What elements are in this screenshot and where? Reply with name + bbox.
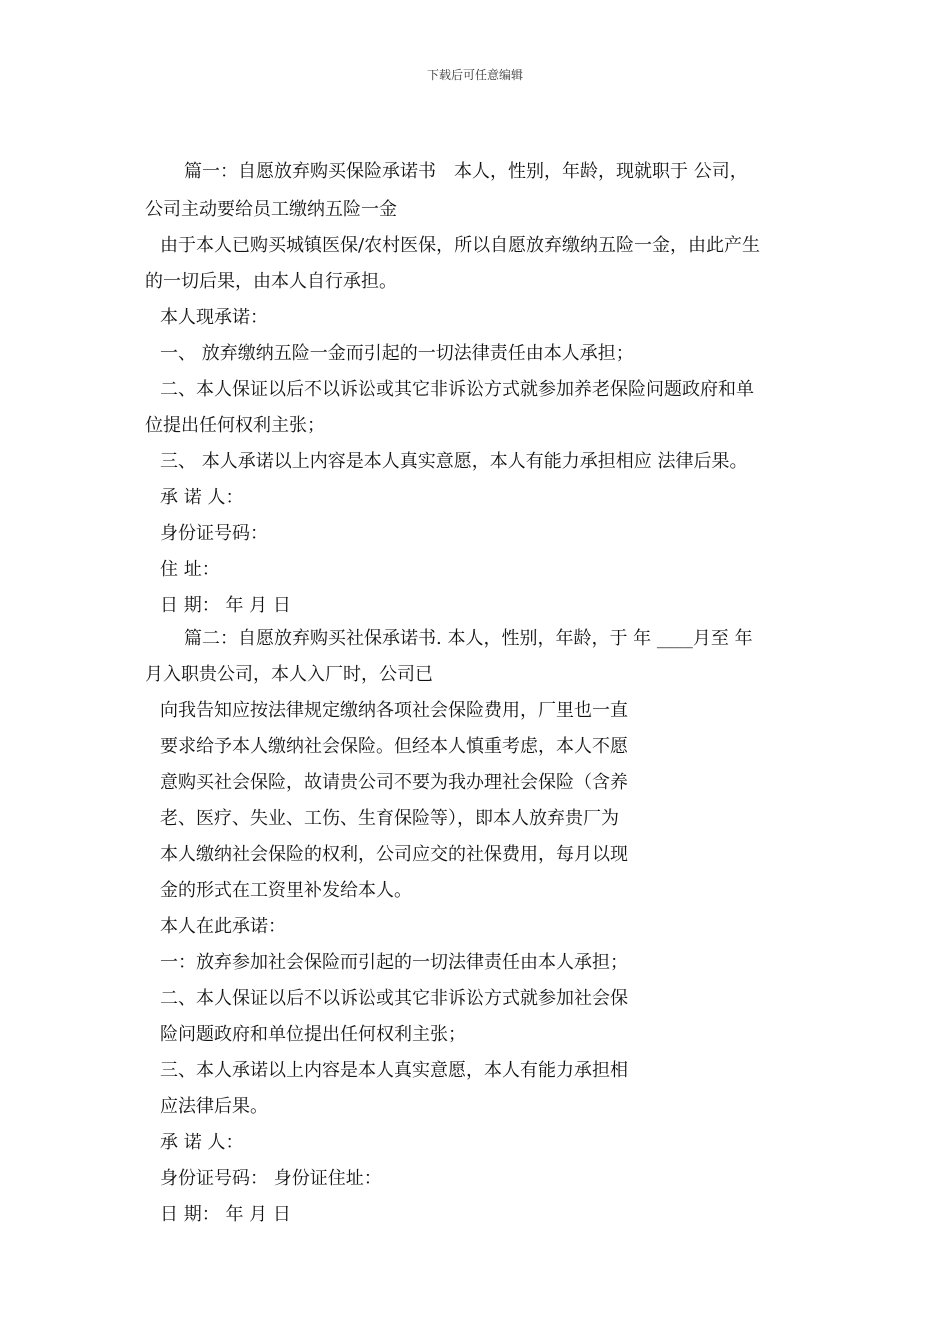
section2-item-3-cont: 应法律后果。 <box>160 1096 268 1117</box>
section2-item-2: 二、本人保证以后不以诉讼或其它非诉讼方式就参加社会保 <box>160 988 628 1009</box>
section2-item-1: 一：放弃参加社会保险而引起的一切法律责任由本人承担； <box>160 952 628 973</box>
section2-line-3: 向我告知应按法律规定缴纳各项社会保险费用，厂里也一直 <box>160 700 628 721</box>
page-header: 下载后可任意编辑 <box>426 68 523 82</box>
section2-line-8: 金的形式在工资里补发给本人。 <box>160 880 412 901</box>
section2-line-5: 意购买社会保险，故请贵公司不要为我办理社会保险（含养 <box>160 772 628 793</box>
section2-date: 日 期： 年 月 日 <box>160 1204 291 1225</box>
section1-address: 住 址： <box>160 559 220 580</box>
section1-line-4: 的一切后果，由本人自行承担。 <box>145 271 397 292</box>
section2-id-and-address: 身份证号码： 身份证住址： <box>160 1168 382 1189</box>
section1-pledge-heading: 本人现承诺： <box>160 307 268 328</box>
section1-title-line: 篇一：自愿放弃购买保险承诺书 本人，性别，年龄，现就职于 公司， <box>184 161 748 182</box>
section1-signer: 承 诺 人： <box>160 487 244 508</box>
section2-line-2: 月入职贵公司，本人入厂时，公司已 <box>145 664 433 685</box>
section1-item-2: 二、本人保证以后不以诉讼或其它非诉讼方式就参加养老保险问题政府和单 <box>160 379 754 400</box>
section1-item-1: 一、 放弃缴纳五险一金而引起的一切法律责任由本人承担； <box>160 343 634 364</box>
section2-signer: 承 诺 人： <box>160 1132 244 1153</box>
section2-pledge-heading: 本人在此承诺： <box>160 916 286 937</box>
section2-line-6: 老、医疗、失业、工伤、生育保险等），即本人放弃贵厂为 <box>160 808 619 829</box>
section2-line-7: 本人缴纳社会保险的权利，公司应交的社保费用，每月以现 <box>160 844 628 865</box>
section1-item-2-cont: 位提出任何权利主张； <box>145 415 325 436</box>
section2-item-3: 三、本人承诺以上内容是本人真实意愿，本人有能力承担相 <box>160 1060 628 1081</box>
section1-date: 日 期： 年 月 日 <box>160 595 291 616</box>
section1-line-2: 公司主动要给员工缴纳五险一金 <box>145 199 397 220</box>
section2-item-2-cont: 险问题政府和单位提出任何权利主张； <box>160 1024 466 1045</box>
section2-title-line: 篇二：自愿放弃购买社保承诺书. 本人，性别，年龄，于 年 ____月至 年 <box>184 628 753 649</box>
section1-line-3: 由于本人已购买城镇医保/农村医保，所以自愿放弃缴纳五险一金，由此产生 <box>160 235 761 256</box>
section1-id-number: 身份证号码： <box>160 523 268 544</box>
section2-line-4: 要求给予本人缴纳社会保险。但经本人慎重考虑，本人不愿 <box>160 736 628 757</box>
section1-item-3: 三、 本人承诺以上内容是本人真实意愿，本人有能力承担相应 法律后果。 <box>160 451 748 472</box>
